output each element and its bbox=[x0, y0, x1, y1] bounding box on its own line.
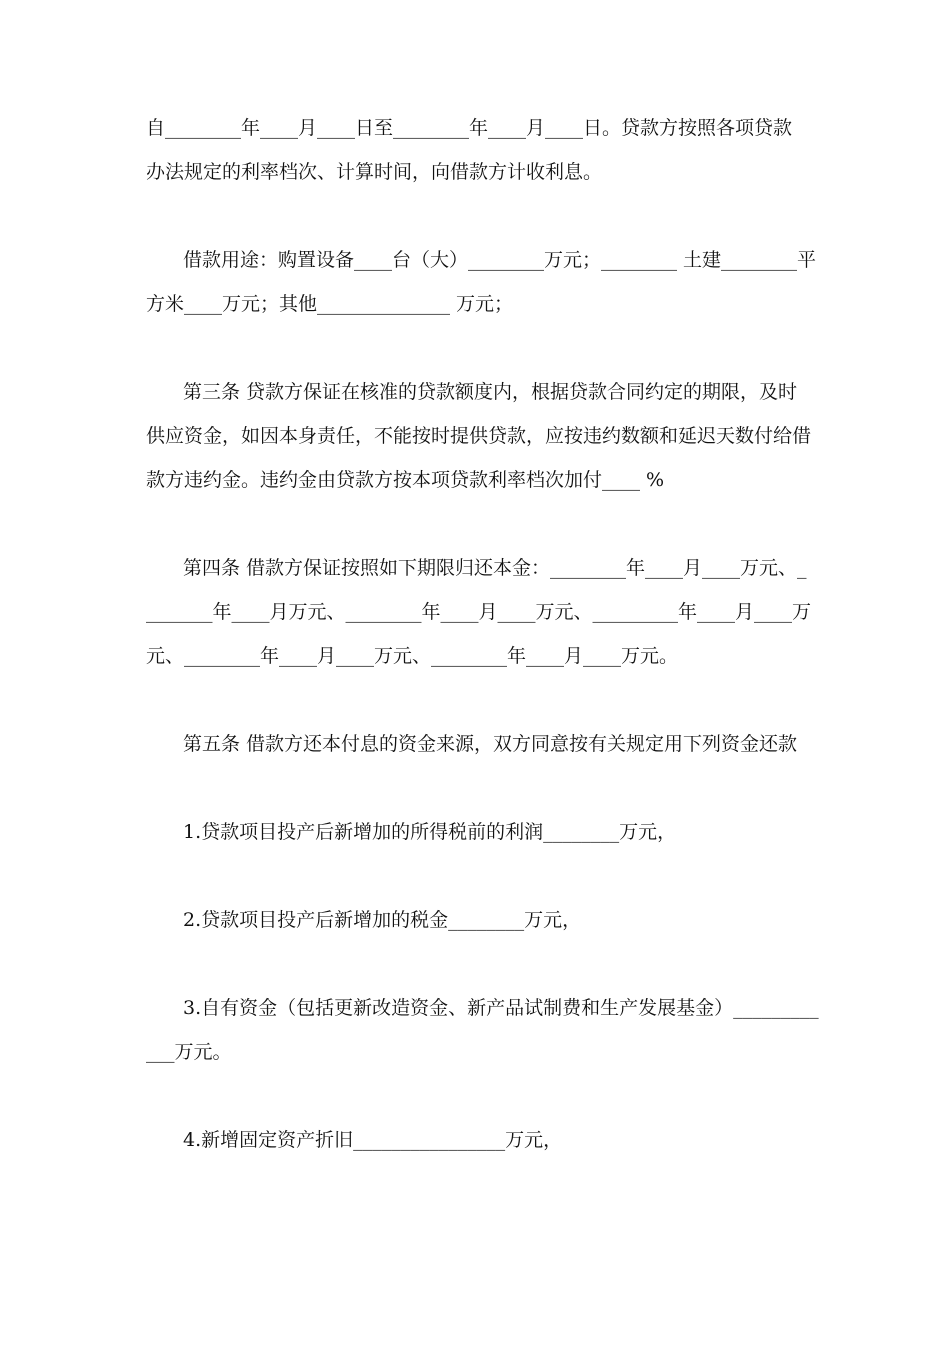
article-3-line-2: 供应资金，如因本身责任，不能按时提供贷款，应按违约数额和延迟天数付给借 bbox=[146, 425, 812, 447]
funding-item-4: 4.新增固定资产折旧________________万元， bbox=[183, 1129, 563, 1151]
article-3-line-1: 第三条 贷款方保证在核准的贷款额度内，根据贷款合同约定的期限，及时 bbox=[183, 381, 798, 403]
article-4-line-2: _______年____月万元、________年____月____万元、_________年____月____万 bbox=[146, 601, 812, 623]
purpose-line-1: 借款用途：购置设备____台（大）________万元；________ 土建________平 bbox=[183, 249, 817, 271]
purpose-line-2: 方米____万元；其他______________ 万元； bbox=[146, 293, 514, 315]
funding-item-1: 1.贷款项目投产后新增加的所得税前的利润________万元， bbox=[183, 821, 677, 843]
article-5-line: 第五条 借款方还本付息的资金来源，双方同意按有关规定用下列资金还款 bbox=[183, 733, 798, 755]
article-4-line-1: 第四条 借款方保证按照如下期限归还本金：________年____月____万元、_ bbox=[183, 557, 807, 579]
funding-item-3-line-2: ___万元。 bbox=[146, 1041, 232, 1063]
article-3-line-3: 款方违约金。违约金由贷款方按本项贷款利率档次加付____ % bbox=[146, 469, 665, 491]
article-4-line-3: 元、________年____月____万元、________年____月____万元。 bbox=[146, 645, 679, 667]
funding-item-3-line-1: 3.自有资金（包括更新改造资金、新产品试制费和生产发展基金）_________ bbox=[183, 997, 819, 1019]
funding-item-2: 2.贷款项目投产后新增加的税金________万元， bbox=[183, 909, 582, 931]
text-line-1: 自________年____月____日至________年____月____日。贷款方按照各项贷款 bbox=[146, 117, 793, 139]
text-line-2: 办法规定的利率档次、计算时间，向借款方计收利息。 bbox=[146, 161, 603, 183]
